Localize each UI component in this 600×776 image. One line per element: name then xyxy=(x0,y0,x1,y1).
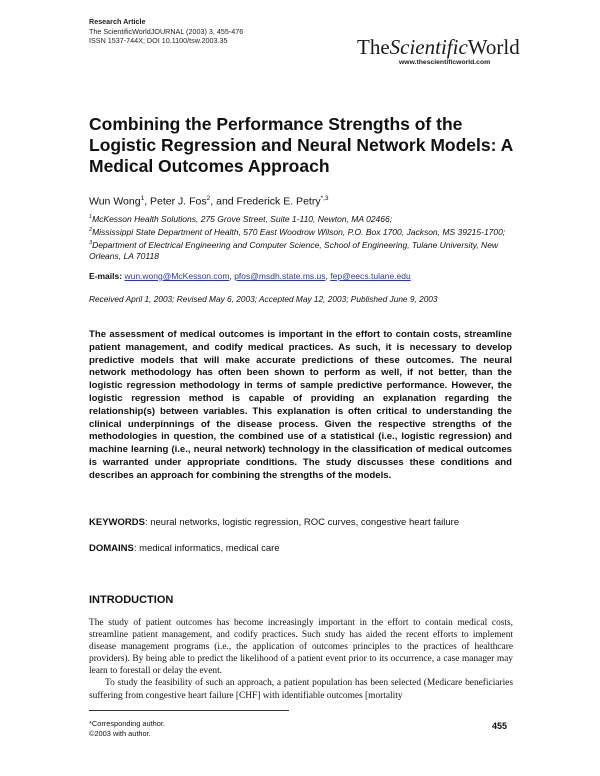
author-separator: , xyxy=(144,195,151,208)
email-link[interactable]: fep@eecs.tulane.edu xyxy=(330,271,411,281)
author-name: Frederick E. Petry xyxy=(236,195,321,208)
author-name: Wun Wong xyxy=(89,195,141,208)
article-type: Research Article xyxy=(89,17,146,26)
affil-sup: 3 xyxy=(89,240,93,247)
logo-world: World xyxy=(467,35,520,59)
paper-title: Combining the Performance Strengths of the Logistic Regression and Neural Network Models: A Medical Outcomes Approach xyxy=(89,114,513,176)
footnotes xyxy=(89,719,165,738)
publication-dates: Received April 1, 2003; Revised May 6, 2003; Accepted May 12, 2003; Published June 9, 2003 xyxy=(89,294,438,304)
paragraph: The study of patient outcomes has become increasingly important in the effort to contain medical costs, streamline patient management, and codify practices. Such study has aided the recent efforts to implement disease management programs (i.e., the application of outcomes principles to the practices of healthcare providers). By being able to predict the likelihood of a patient event prior to its occurrence, a case manager may learn to forestall or delay the event. xyxy=(89,618,513,677)
emails-label: E-mails: xyxy=(89,271,123,281)
copyright-note: ©2003 with author. xyxy=(89,728,151,738)
keywords-text: : neural networks, logistic regression, ROC curves, congestive heart failure xyxy=(144,517,460,528)
author-sup: *,3 xyxy=(320,195,329,202)
affil-sup: 1 xyxy=(89,214,93,220)
email-separator: , xyxy=(325,271,331,281)
domains-text: : medical informatics, medical care xyxy=(133,543,280,554)
email-separator: , xyxy=(229,271,235,281)
keywords-label: KEYWORDS xyxy=(89,517,145,528)
logo-scientific: Scientific xyxy=(389,35,468,59)
introduction-body xyxy=(89,617,513,702)
corresponding-note: *Corresponding author. xyxy=(89,719,166,728)
paragraph: To study the feasibility of such an approach, a patient population has been selected (Medicare beneficiaries suffering from congestive heart failure [CHF] with identifiable outcomes [mortality xyxy=(89,678,513,701)
affiliation: McKesson Health Solutions, 275 Grove Street, Suite 1-110, Newton, MA 02466; xyxy=(92,213,393,224)
logo-the: The xyxy=(357,35,390,59)
abstract: The assessment of medical outcomes is important in the effort to contain costs, streamline patient management, and codify medical practices. As such, it is necessary to develop predictive models that will make accurate predictions of these outcomes. The neural network methodology has often been shown to perform as well, if not better, than the logistic regression methodology in terms of sample predictive performance. However, the logistic regression method is capable of providing an explanation regarding the relationship(s) between variables. This explanation is often critical to understanding the clinical underpinnings of the disease process. Given the respective strengths of the methodologies in question, the combined use of a statistical (i.e., logistic regression) and machine learning (i.e., neural network) technology in the classification of medical outcomes is warranted under appropriate conditions. The study discusses these conditions and describes an approach for combining the strengths of the models. xyxy=(89,329,512,481)
issn-doi: ISSN 1537-744X; DOI 10.1100/tsw.2003.35 xyxy=(89,36,228,46)
domains-label: DOMAINS xyxy=(89,543,134,554)
journal-citation: The ScientificWorldJOURNAL (2003) 3, 455-476 xyxy=(89,26,244,36)
page-number: 455 xyxy=(492,721,508,731)
footnote-rule xyxy=(89,710,289,711)
author-sup: 2 xyxy=(206,195,211,202)
affiliation: Department of Electrical Engineering and Computer Science, School of Engineering, Tulane University, New Orleans, LA 70118 xyxy=(89,240,499,262)
author-separator: , and xyxy=(210,195,237,208)
logo-url: www.thescientificworld.com xyxy=(399,59,491,66)
affil-sup: 2 xyxy=(89,227,93,234)
email-link[interactable]: wun.wong@McKesson.com xyxy=(124,271,230,281)
author-name: Peter J. Fos xyxy=(150,195,207,208)
author-sup: 1 xyxy=(140,195,145,202)
section-heading: INTRODUCTION xyxy=(89,594,174,606)
affiliation: Mississippi State Department of Health, 570 East Woodrow Wilson, P.O. Box 1700, Jackson, MS 39215-1700; xyxy=(92,226,506,237)
email-link[interactable]: pfos@msdh.state.ms.us xyxy=(234,271,326,281)
